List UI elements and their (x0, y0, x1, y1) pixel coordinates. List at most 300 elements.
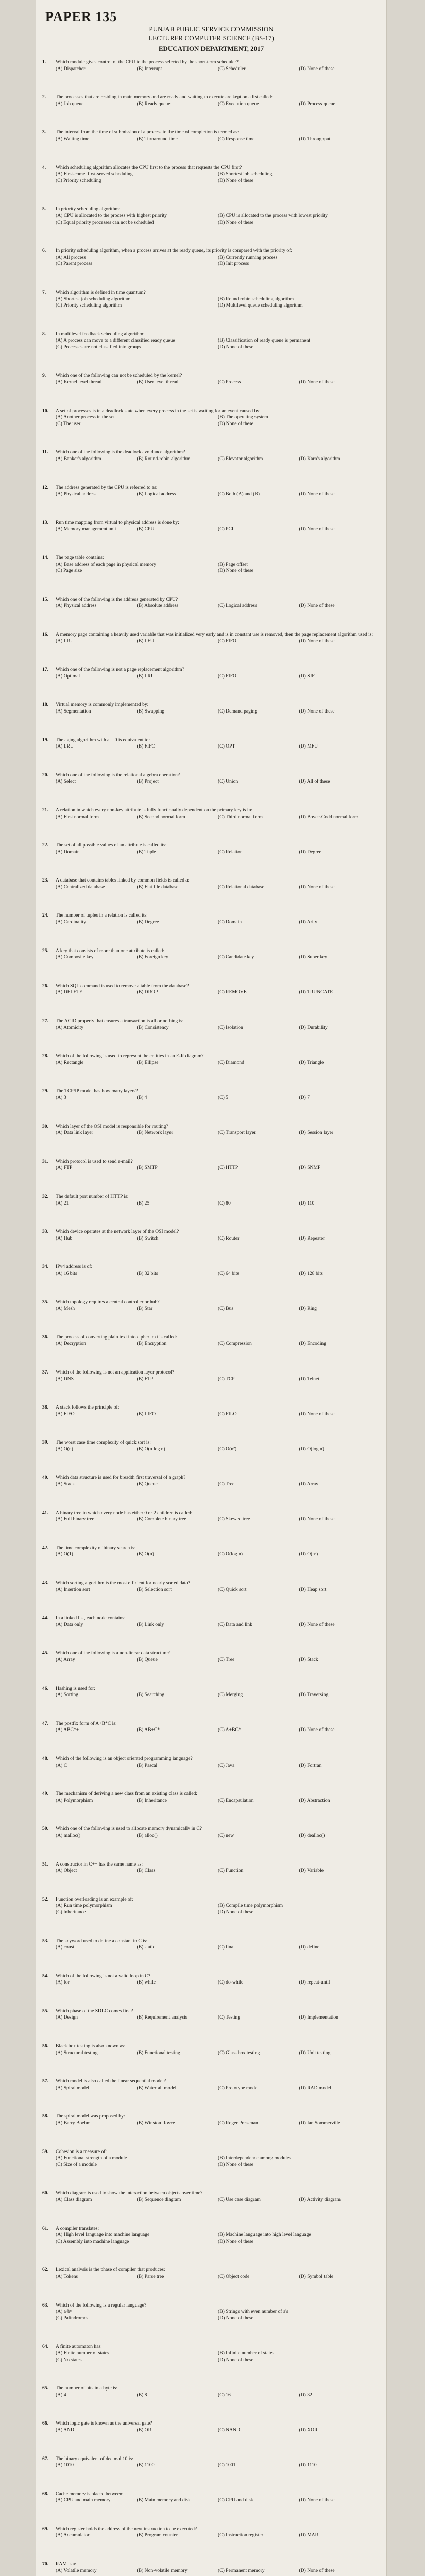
answer-option: (C) Tree (218, 1481, 235, 1487)
question-item (42, 290, 380, 309)
question-text: The number of bits in a byte is: (56, 2385, 118, 2392)
question-number: 68. (42, 2490, 48, 2497)
question-row (42, 94, 380, 101)
question-number: 35. (42, 1299, 48, 1305)
answer-option: (A) Full binary tree (56, 1516, 94, 1522)
question-number: 24. (42, 912, 48, 919)
question-item (42, 59, 380, 72)
answer-option: (C) Compression (218, 1341, 252, 1347)
question-number: 40. (42, 1475, 48, 1481)
answer-option: (A) Shortest job scheduling algorithm (56, 296, 131, 302)
answer-option: (B) Round robin scheduling algorithm (218, 296, 294, 302)
answer-option: (A) 3 (56, 1095, 66, 1100)
question-text: A binary tree in which every node has either 0 or 2 children is called: (56, 1510, 193, 1516)
question-item (42, 1938, 380, 1951)
answer-option: (C) Elevator algorithm (218, 456, 263, 462)
answer-options (42, 1411, 380, 1418)
question-number: 58. (42, 2113, 48, 2120)
question-row (42, 2226, 380, 2232)
answer-option: (D) None of these (299, 708, 335, 714)
question-row (42, 165, 380, 172)
answer-option: (D) define (299, 1944, 320, 1951)
answer-option: (D) Abstraction (299, 1797, 330, 1803)
question-text: Function overloading is an example of: (56, 1896, 133, 1902)
question-text: Which one of the following can not be scheduled by the kernel? (56, 372, 182, 379)
question-number: 4. (42, 164, 46, 171)
answer-option: (A) Atomicity (56, 1024, 84, 1030)
question-item (42, 948, 380, 961)
question-number: 39. (42, 1439, 48, 1446)
question-text: The postfix form of A+B*C is: (56, 1720, 117, 1726)
answer-options (42, 1833, 380, 1839)
answer-option: (D) 128 bits (299, 1270, 323, 1276)
question-text: The processes that are residing in main memory and are ready and waiting to execute are kept on a list called: (56, 94, 273, 100)
question-text: In a linked list, each node contains: (56, 1615, 126, 1621)
answer-option: (B) 1100 (137, 2462, 155, 2468)
answer-option: (D) None of these (218, 344, 253, 350)
question-text: The time complexity of binary search is: (56, 1545, 136, 1551)
answer-option: (D) None of these (299, 65, 335, 72)
answer-option: (A) LRU (56, 743, 74, 750)
question-item (42, 165, 380, 184)
question-item (42, 2149, 380, 2168)
answer-option: (B) 4 (137, 1095, 147, 1100)
question-text: The number of tuples in a relation is called its: (56, 912, 148, 919)
answer-option: (A) FIFO (56, 1411, 75, 1417)
question-text: Which one of the following is the address generated by CPU? (56, 596, 178, 602)
question-text: The address generated by the CPU is referred to as: (56, 484, 158, 490)
commission-title: PUNJAB PUBLIC SERVICE COMMISSION (149, 25, 274, 33)
question-number: 6. (42, 248, 46, 254)
answer-option: (C) Bus (218, 1306, 234, 1312)
answer-options (42, 2274, 380, 2280)
answer-option: (C) Logical address (218, 603, 257, 609)
question-text: A memory page containing a heavily used variable that was initialized very early and is in constant use is removed, then the page replacement algorithm used is: (56, 631, 373, 637)
answer-option: (C) Use case diagram (218, 2197, 261, 2202)
answer-option: (C) Domain (218, 919, 242, 925)
question-number: 16. (42, 631, 48, 637)
answer-option: (C) Prototype model (218, 2084, 259, 2091)
question-number: 17. (42, 667, 48, 673)
question-row (42, 2043, 380, 2050)
question-item (42, 129, 380, 142)
answer-option: (A) Mesh (56, 1306, 75, 1312)
question-text: A relation in which every non-key attribute is fully functionally dependent on the primary key is in: (56, 807, 253, 813)
answer-option: (B) Tuple (137, 849, 156, 855)
answer-option: (D) dealloc() (299, 1832, 325, 1838)
question-number: 51. (42, 1861, 48, 1867)
answer-option: (C) FILO (218, 1411, 237, 1417)
answer-option: (C) Function (218, 1868, 244, 1874)
answer-option: (D) SNMP (299, 1165, 321, 1171)
answer-option: (A) Composite key (56, 954, 94, 960)
question-text: The keyword used to define a constant in C is: (56, 1938, 148, 1944)
question-row (42, 129, 380, 136)
question-item (42, 2113, 380, 2126)
question-item (42, 1545, 380, 1558)
answer-option: (D) None of these (299, 603, 335, 609)
answer-options (42, 2568, 380, 2574)
question-number: 21. (42, 807, 48, 813)
question-text: Run time mapping from virtual to physical address is done by: (56, 519, 179, 526)
answer-option: (A) Base address of each page in physical memory (56, 561, 157, 567)
answer-option: (D) None of these (299, 526, 335, 532)
question-text: The process of converting plain text into cipher text is called: (56, 1334, 177, 1340)
question-text: The default port number of HTTP is: (56, 1193, 129, 1199)
answer-option: (C) 5 (218, 1095, 228, 1100)
question-number: 7. (42, 289, 46, 295)
question-item (42, 1369, 380, 1382)
answer-option: (A) High level language into machine language (56, 2232, 150, 2238)
question-text: Which layer of the OSI model is responsible for routing? (56, 1123, 168, 1129)
question-number: 44. (42, 1615, 48, 1621)
question-number: 49. (42, 1791, 48, 1797)
question-number: 50. (42, 1826, 48, 1832)
question-text: Which data structure is used for breadth first traversal of a graph? (56, 1475, 186, 1481)
question-row (42, 408, 380, 415)
answer-option: (D) Karn's algorithm (299, 456, 341, 462)
question-item (42, 1615, 380, 1628)
answer-option: (A) O(n) (56, 1446, 73, 1452)
answer-option: (A) Hub (56, 1235, 73, 1241)
answer-option: (C) Tree (218, 1657, 235, 1663)
answer-option: (C) HTTP (218, 1165, 239, 1171)
answer-options (42, 66, 380, 73)
answer-option: (A) 4 (56, 2392, 66, 2398)
question-item (42, 1264, 380, 1277)
question-item (42, 1826, 380, 1839)
answer-options (42, 1481, 380, 1488)
question-text: In priority scheduling algorithm: (56, 206, 121, 212)
question-item (42, 1580, 380, 1593)
answer-option: (B) Round-robin algorithm (137, 456, 191, 462)
question-item (42, 1686, 380, 1699)
answer-option: (C) The user (56, 420, 81, 427)
question-number: 9. (42, 372, 46, 379)
answer-option: (C) No states (56, 2357, 82, 2363)
question-number: 62. (42, 2267, 48, 2273)
answer-option: (C) Priority scheduling algorithm (56, 302, 122, 309)
question-number: 45. (42, 1650, 48, 1656)
answer-option: (C) Both (A) and (B) (218, 491, 260, 497)
answer-option: (B) Queue (137, 1481, 158, 1487)
answer-option: (A) FTP (56, 1165, 73, 1171)
answer-option: (A) Memory management unit (56, 526, 116, 532)
answer-option: (C) Permanent memory (218, 2567, 265, 2573)
answer-option: (D) None of these (299, 1621, 335, 1628)
answer-option: (D) Implementation (299, 2014, 338, 2021)
question-item (42, 1721, 380, 1734)
answer-option: (B) LIFO (137, 1411, 156, 1417)
answer-option: (B) Winston Royce (137, 2120, 175, 2126)
answer-option: (D) None of these (299, 2567, 335, 2573)
answer-option: (A) Accumulator (56, 2532, 90, 2538)
question-number: 12. (42, 484, 48, 490)
question-row (42, 772, 380, 779)
question-text: A constructor in C++ has the same name as: (56, 1861, 143, 1867)
question-item (42, 1650, 380, 1663)
answer-option: (D) None of these (218, 1909, 253, 1915)
answer-option: (D) Boyce-Codd normal form (299, 814, 359, 820)
question-item (42, 408, 380, 428)
question-item (42, 807, 380, 820)
answer-options (42, 1587, 380, 1594)
answer-option: (D) Triangle (299, 1059, 324, 1065)
answer-option: (C) 64 bits (218, 1270, 240, 1276)
answer-options (42, 849, 380, 856)
answer-options (42, 1095, 380, 1101)
question-item (42, 877, 380, 890)
question-row (42, 449, 380, 456)
answer-options (42, 1130, 380, 1137)
question-text: Which diagram is used to show the interaction between objects over time? (56, 2190, 203, 2196)
answer-option: (B) Turnaround time (137, 135, 178, 142)
answer-option: (D) None of these (299, 1411, 335, 1417)
answer-option: (B) Ready queue (137, 100, 171, 107)
question-row (42, 1018, 380, 1025)
answer-options (42, 1551, 380, 1558)
question-text: The interval from the time of submission of a process to the time of completion is termed as: (56, 129, 239, 135)
question-row (42, 59, 380, 66)
question-row (42, 597, 380, 603)
answer-option: (C) Priority scheduling (56, 177, 101, 183)
question-number: 53. (42, 1938, 48, 1944)
answer-option: (D) O(n²) (299, 1551, 318, 1557)
answer-option: (B) Parse tree (137, 2273, 164, 2279)
answer-options (42, 526, 380, 533)
question-number: 36. (42, 1334, 48, 1340)
question-text: Which device operates at the network layer of the OSI model? (56, 1229, 179, 1235)
answer-option: (D) 32 (299, 2392, 312, 2398)
question-row (42, 1861, 380, 1868)
question-number: 46. (42, 1685, 48, 1691)
question-number: 69. (42, 2526, 48, 2532)
question-number: 32. (42, 1193, 48, 1199)
answer-option: (D) Variable (299, 1868, 324, 1874)
answer-option: (B) Searching (137, 1692, 165, 1698)
question-text: The page table contains: (56, 555, 104, 561)
question-number: 1. (42, 59, 46, 65)
answer-options (42, 1979, 380, 1986)
answer-option: (D) None of these (299, 2497, 335, 2503)
question-item (42, 206, 380, 226)
answer-options (42, 1657, 380, 1664)
answer-option: (B) Link only (137, 1621, 164, 1628)
answer-option: (A) Tokens (56, 2273, 78, 2279)
answer-option: (C) TCP (218, 1376, 235, 1382)
answer-option: (A) Cardinality (56, 919, 86, 925)
answer-option: (A) Functional strength of a module (56, 2155, 127, 2161)
answer-options (42, 1516, 380, 1523)
answer-option: (A) Barry Boehm (56, 2120, 91, 2126)
answer-option: (A) 21 (56, 1200, 69, 1206)
answer-option: (C) Testing (218, 2014, 241, 2021)
answer-option: (C) CPU and disk (218, 2497, 253, 2503)
answer-option: (D) SJF (299, 673, 315, 679)
answer-option: (C) FIFO (218, 638, 236, 644)
answer-options (42, 1341, 380, 1347)
question-item (42, 372, 380, 385)
answer-option: (B) while (137, 1979, 156, 1986)
question-item (42, 983, 380, 996)
question-text: A set of processes is in a deadlock state when every process in the set is waiting for an event caused by: (56, 408, 261, 414)
question-text: Hashing is used for: (56, 1685, 96, 1691)
question-item (42, 1229, 380, 1242)
answer-options (42, 884, 380, 891)
answer-option: (B) Switch (137, 1235, 159, 1241)
question-number: 18. (42, 702, 48, 708)
answer-option: (B) Machine language into high level language (218, 2232, 311, 2238)
question-row (42, 2190, 380, 2197)
answer-option: (D) 7 (299, 1095, 310, 1100)
question-item (42, 2491, 380, 2504)
question-text: A compiler translates: (56, 2225, 99, 2231)
answer-option: (D) O(log n) (299, 1446, 324, 1452)
question-item (42, 2226, 380, 2245)
answer-option: (C) Response time (218, 135, 255, 142)
answer-option: (C) O(log n) (218, 1551, 243, 1557)
answer-option: (B) Foreign key (137, 954, 168, 960)
answer-options (42, 2050, 380, 2057)
question-item (42, 772, 380, 785)
question-item (42, 485, 380, 498)
answer-option: (A) Run time polymorphism (56, 1903, 112, 1909)
question-number: 19. (42, 737, 48, 743)
answer-option: (C) NAND (218, 2427, 240, 2433)
question-number: 14. (42, 555, 48, 561)
question-number: 30. (42, 1123, 48, 1129)
question-text: Which one of the following is used to allocate memory dynamically in C? (56, 1826, 202, 1832)
answer-option: (A) First normal form (56, 814, 99, 820)
question-item (42, 1018, 380, 1031)
answer-options (42, 2392, 380, 2399)
question-text: The spiral model was proposed by: (56, 2113, 125, 2120)
question-text: The mechanism of deriving a new class from an existing class is called: (56, 1791, 197, 1797)
question-row (42, 1510, 380, 1517)
answer-options (42, 1446, 380, 1453)
question-item (42, 1439, 380, 1452)
question-text: Which protocol is used to send e-mail? (56, 1158, 133, 1164)
question-item (42, 1861, 380, 1874)
question-row (42, 1826, 380, 1833)
question-text: The ACID property that ensures a transaction is all or nothing is: (56, 1018, 184, 1024)
question-row (42, 1791, 380, 1798)
question-row (42, 1896, 380, 1903)
answer-options (42, 954, 380, 961)
answer-option: (B) Ellipse (137, 1059, 159, 1065)
answer-option: (B) Selection sort (137, 1586, 172, 1592)
answer-option: (A) O(1) (56, 1551, 73, 1557)
question-row (42, 632, 380, 638)
question-number: 34. (42, 1264, 48, 1270)
question-row (42, 1299, 380, 1306)
question-number: 10. (42, 408, 48, 414)
question-list (36, 56, 386, 2576)
question-number: 2. (42, 94, 46, 100)
answer-option: (A) Volatile memory (56, 2567, 97, 2573)
answer-option: (B) Classification of ready queue is permanent (218, 337, 311, 344)
question-row (42, 2008, 380, 2015)
answer-option: (B) Main memory and disk (137, 2497, 191, 2503)
answer-option: (D) Stack (299, 1657, 318, 1663)
exam-paper-sheet (36, 0, 386, 2576)
question-number: 63. (42, 2302, 48, 2308)
answer-option: (B) Second normal form (137, 814, 185, 820)
answer-option: (D) Fortran (299, 1762, 322, 1768)
answer-option: (B) Shortest job scheduling (218, 171, 273, 177)
question-row (42, 331, 380, 338)
question-item (42, 331, 380, 351)
question-row (42, 2113, 380, 2120)
question-item (42, 1088, 380, 1101)
question-item (42, 912, 380, 925)
answer-option: (C) Data and link (218, 1621, 252, 1628)
question-row (42, 1545, 380, 1552)
answer-option: (D) Telnet (299, 1376, 319, 1382)
question-text: The binary equivalent of decimal 10 is: (56, 2455, 133, 2462)
answer-option: (B) static (137, 1944, 155, 1951)
question-row (42, 1721, 380, 1727)
answer-option: (C) FIFO (218, 673, 236, 679)
answer-option: (D) Ring (299, 1306, 317, 1312)
answer-option: (B) Complete binary tree (137, 1516, 186, 1522)
question-number: 70. (42, 2561, 48, 2567)
question-item (42, 1475, 380, 1487)
question-row (42, 2385, 380, 2392)
answer-option: (D) None of these (218, 2161, 253, 2167)
answer-option: (D) 1110 (299, 2462, 317, 2468)
question-item (42, 1194, 380, 1207)
question-text: The TCP/IP model has how many layers? (56, 1088, 138, 1094)
answer-option: (D) None of these (299, 638, 335, 644)
answer-option: (C) final (218, 1944, 235, 1951)
question-text: Which SQL command is used to remove a table from the database? (56, 982, 189, 989)
question-item (42, 2008, 380, 2021)
answer-options (42, 638, 380, 645)
answer-option: (D) RAD model (299, 2084, 331, 2091)
question-text: In multilevel feedback scheduling algorithm: (56, 331, 145, 337)
answer-option: (B) FTP (137, 1376, 154, 1382)
question-number: 47. (42, 1720, 48, 1726)
answer-options (42, 414, 380, 427)
question-item (42, 1053, 380, 1066)
answer-option: (C) Relation (218, 849, 243, 855)
answer-option: (D) None of these (299, 1727, 335, 1733)
question-number: 31. (42, 1158, 48, 1164)
answer-options (42, 1060, 380, 1066)
question-row (42, 2456, 380, 2463)
answer-option: (B) Program counter (137, 2532, 178, 2538)
answer-option: (B) AB+C* (137, 1727, 160, 1733)
question-text: Cache memory is placed between: (56, 2490, 124, 2497)
question-row (42, 1686, 380, 1692)
question-row (42, 248, 380, 255)
answer-option: (C) O(n²) (218, 1446, 237, 1452)
answer-option: (A) DELETE (56, 989, 82, 995)
question-item (42, 2267, 380, 2280)
answer-options (42, 1200, 380, 1207)
answer-option: (A) Physical address (56, 603, 97, 609)
question-text: Which of the following is a regular language? (56, 2302, 147, 2308)
answer-option: (B) Degree (137, 919, 159, 925)
question-text: IPv4 address is of: (56, 1264, 93, 1270)
answer-option: (C) Java (218, 1762, 235, 1768)
question-text: Virtual memory is commonly implemented by: (56, 702, 149, 708)
answer-option: (D) None of these (299, 1516, 335, 1522)
answer-option: (A) Dispatcher (56, 65, 86, 72)
question-text: A database that contains tables linked by common fields is called a: (56, 877, 190, 884)
answer-option: (C) Glass box testing (218, 2049, 260, 2056)
